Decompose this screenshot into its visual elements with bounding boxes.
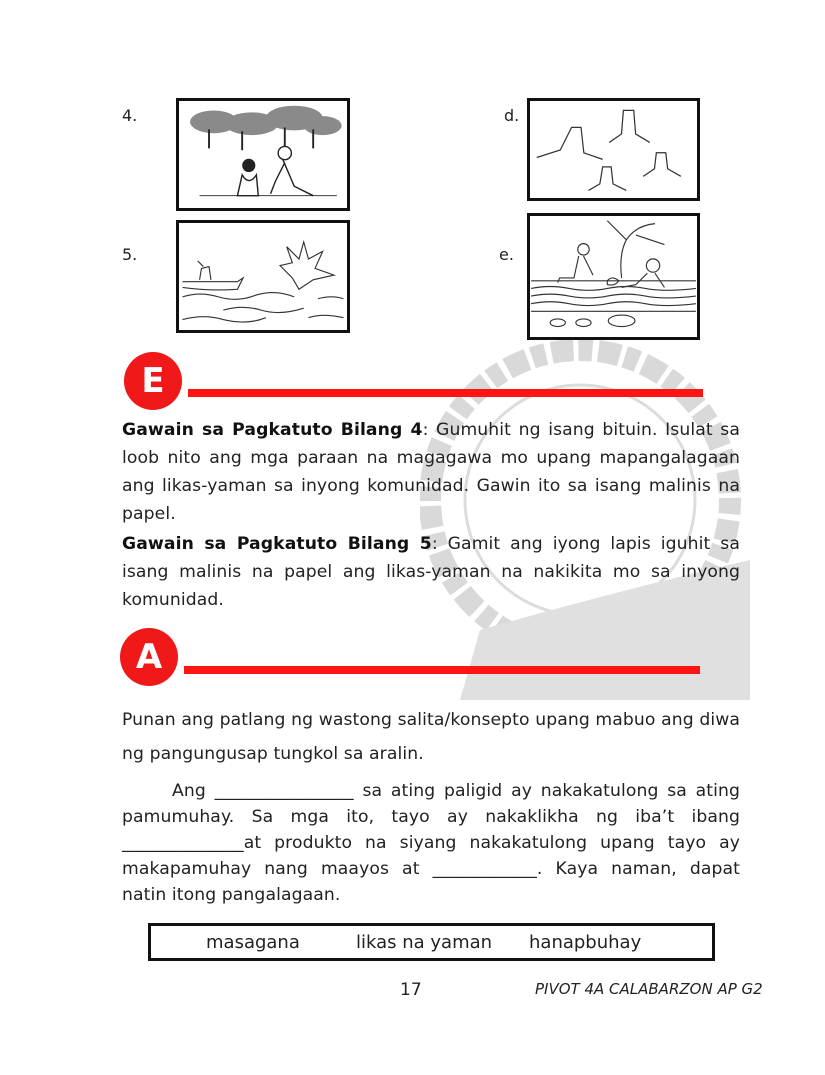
picture-dynamite-fishing [176, 220, 350, 333]
picture-planting-trees [176, 98, 350, 211]
activity-4-paragraph [122, 416, 740, 528]
sea-turtles-illustration [530, 216, 697, 337]
fill-in-paragraph [122, 778, 740, 908]
footer-reference: PIVOT 4A CALABARZON AP G2 [535, 980, 763, 998]
picture-tree-stumps [527, 98, 700, 201]
item-label-e: e. [499, 245, 514, 264]
activity-5-paragraph [122, 530, 740, 614]
activity-4-text: : Gumuhit ng isang bituin. Isulat sa loob nito ang mga paraan na magagawa mo upang mapangalagaan ang likas-yaman sa inyong komunidad. Gawin ito sa isang malinis na papel. [122, 420, 740, 524]
item-label-5: 5. [122, 245, 138, 264]
fill-in-line-1: Ang ________________ sa ating paligid ay nakakatulong sa ating [172, 781, 740, 801]
activity-4-title: Gawain sa Pagkatuto Bilang 4 [122, 420, 423, 440]
fill-in-line-2: pamumuhay. Sa mga ito, tayo ay nakaklikha ng iba’t ibang [122, 807, 740, 827]
word-bank-item: hanapbuhay [529, 932, 642, 953]
fill-in-line-5: natin itong pangalagaan. [122, 885, 341, 905]
item-label-4: 4. [122, 106, 138, 125]
dynamite-fishing-illustration [179, 223, 347, 330]
section-badge-a: A [120, 628, 178, 686]
instruction-text: Punan ang patlang ng wastong salita/konsepto upang mabuo ang diwa ng pangungusap tungkol sa aralin. [122, 710, 740, 764]
item-label-d: d. [504, 106, 520, 125]
page-number: 17 [400, 980, 422, 1000]
fill-in-line-4: makapamuhay nang maayos at ____________. Kaya naman, dapat [122, 859, 740, 879]
word-bank-item: masagana [206, 932, 300, 953]
word-bank-item: likas na yaman [356, 932, 493, 953]
picture-sea-turtles [527, 213, 700, 340]
section-divider-e [188, 389, 703, 397]
section-badge-e: E [124, 352, 182, 410]
tree-stumps-illustration [530, 101, 697, 198]
planting-trees-illustration [179, 101, 347, 208]
word-bank [148, 923, 715, 961]
activity-5-text: : Gamit ang iyong lapis iguhit sa isang malinis na papel ang likas-yaman na nakikita mo sa inyong komunidad. [122, 534, 740, 610]
section-divider-a [184, 666, 700, 674]
fill-in-line-3: ______________at produkto na siyang nakakatulong upang tayo ay [122, 833, 740, 853]
activity-5-title: Gawain sa Pagkatuto Bilang 5 [122, 534, 432, 554]
